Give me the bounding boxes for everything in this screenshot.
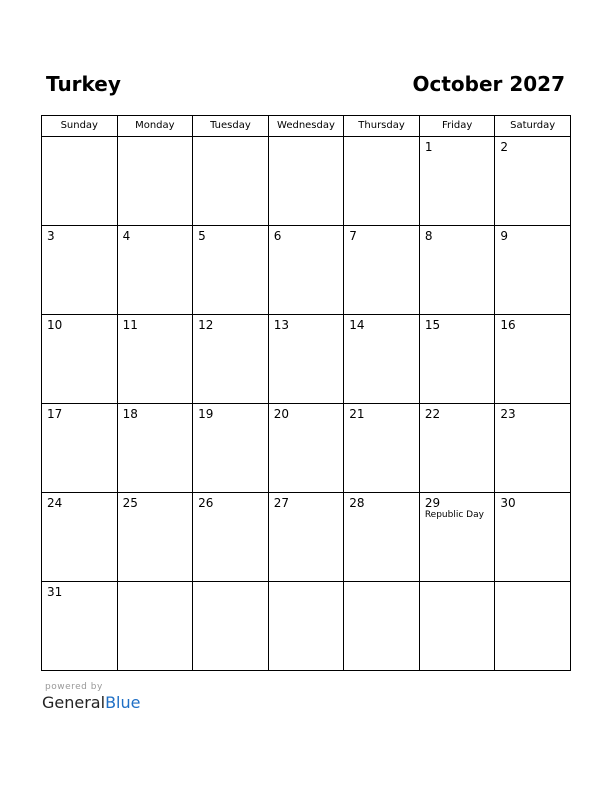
day-number bbox=[344, 137, 419, 140]
day-cell bbox=[419, 582, 495, 671]
powered-by-label: powered by bbox=[45, 682, 103, 692]
day-cell bbox=[495, 137, 571, 226]
day-number: 17 bbox=[47, 407, 63, 421]
day-cell bbox=[495, 226, 571, 315]
day-number: 2 bbox=[500, 140, 509, 154]
day-cell bbox=[344, 404, 420, 493]
day-number bbox=[193, 137, 268, 140]
day-number: 29 bbox=[424, 496, 441, 510]
day-number: 25 bbox=[122, 496, 138, 510]
day-number: 21 bbox=[349, 407, 365, 421]
day-number: 15 bbox=[424, 318, 441, 332]
day-number: 13 bbox=[273, 318, 289, 332]
week-row bbox=[42, 404, 571, 493]
day-cell bbox=[419, 493, 495, 582]
day-cell bbox=[117, 226, 193, 315]
day-number: 26 bbox=[198, 496, 214, 510]
day-number: 10 bbox=[47, 318, 63, 332]
logo-text-general: General bbox=[42, 693, 106, 712]
day-number: 18 bbox=[122, 407, 138, 421]
day-number: 27 bbox=[273, 496, 289, 510]
weekday-header-row bbox=[42, 116, 571, 137]
day-number: 23 bbox=[500, 407, 516, 421]
day-number: 31 bbox=[47, 585, 63, 599]
day-cell bbox=[193, 404, 269, 493]
day-number: 16 bbox=[500, 318, 516, 332]
day-cell bbox=[193, 226, 269, 315]
weekday-header: Monday bbox=[117, 116, 193, 137]
day-cell bbox=[42, 137, 118, 226]
day-cell bbox=[268, 582, 344, 671]
day-cell bbox=[495, 582, 571, 671]
day-cell bbox=[419, 226, 495, 315]
week-row bbox=[42, 226, 571, 315]
day-cell bbox=[419, 315, 495, 404]
weekday-header: Sunday bbox=[42, 116, 118, 137]
day-cell bbox=[419, 137, 495, 226]
day-cell bbox=[193, 137, 269, 226]
day-number bbox=[344, 582, 419, 585]
day-number: 22 bbox=[424, 407, 441, 421]
day-cell bbox=[117, 137, 193, 226]
day-number bbox=[193, 582, 268, 585]
day-cell bbox=[268, 226, 344, 315]
day-cell bbox=[42, 226, 118, 315]
day-number: 8 bbox=[424, 229, 433, 243]
day-cell bbox=[268, 404, 344, 493]
day-cell bbox=[42, 493, 118, 582]
day-number: 12 bbox=[198, 318, 214, 332]
day-number bbox=[495, 582, 570, 585]
day-number: 5 bbox=[198, 229, 206, 243]
holiday-label: Republic Day bbox=[424, 510, 484, 520]
weekday-header: Wednesday bbox=[268, 116, 344, 137]
day-cell bbox=[495, 315, 571, 404]
day-cell bbox=[42, 404, 118, 493]
day-cell bbox=[268, 315, 344, 404]
day-number: 24 bbox=[47, 496, 63, 510]
generalblue-logo bbox=[42, 693, 140, 713]
day-number: 6 bbox=[273, 229, 282, 243]
day-number: 11 bbox=[122, 318, 138, 332]
day-cell bbox=[117, 404, 193, 493]
day-number bbox=[269, 137, 344, 140]
day-cell bbox=[193, 315, 269, 404]
day-number: 20 bbox=[273, 407, 289, 421]
day-cell bbox=[344, 493, 420, 582]
day-number: 4 bbox=[122, 229, 131, 243]
day-cell bbox=[117, 582, 193, 671]
day-number: 9 bbox=[500, 229, 509, 243]
day-cell bbox=[344, 315, 420, 404]
day-cell bbox=[419, 404, 495, 493]
day-number: 1 bbox=[424, 140, 433, 154]
weekday-header: Tuesday bbox=[193, 116, 269, 137]
day-number bbox=[118, 137, 193, 140]
day-cell bbox=[495, 404, 571, 493]
week-row bbox=[42, 137, 571, 226]
day-cell bbox=[268, 137, 344, 226]
day-number: 7 bbox=[349, 229, 357, 243]
logo-text-blue: Blue bbox=[105, 693, 141, 712]
day-number: 28 bbox=[349, 496, 365, 510]
day-number bbox=[42, 137, 117, 140]
day-number: 19 bbox=[198, 407, 214, 421]
day-number bbox=[269, 582, 344, 585]
day-number: 3 bbox=[47, 229, 55, 243]
month-year-title: October 2027 bbox=[412, 72, 565, 96]
week-row bbox=[42, 315, 571, 404]
week-row bbox=[42, 582, 571, 671]
day-cell bbox=[193, 493, 269, 582]
day-cell bbox=[344, 226, 420, 315]
weekday-header: Thursday bbox=[344, 116, 420, 137]
day-cell bbox=[193, 582, 269, 671]
day-cell bbox=[344, 137, 420, 226]
day-cell bbox=[495, 493, 571, 582]
day-cell bbox=[117, 315, 193, 404]
weekday-header: Friday bbox=[419, 116, 495, 137]
day-cell bbox=[268, 493, 344, 582]
day-number: 30 bbox=[500, 496, 516, 510]
weekday-header: Saturday bbox=[495, 116, 571, 137]
day-cell bbox=[42, 315, 118, 404]
calendar-grid bbox=[41, 115, 571, 671]
day-cell bbox=[344, 582, 420, 671]
week-row bbox=[42, 493, 571, 582]
day-number bbox=[420, 582, 495, 585]
day-number bbox=[118, 582, 193, 585]
day-number: 14 bbox=[349, 318, 365, 332]
country-title: Turkey bbox=[46, 72, 121, 96]
day-cell bbox=[42, 582, 118, 671]
day-cell bbox=[117, 493, 193, 582]
